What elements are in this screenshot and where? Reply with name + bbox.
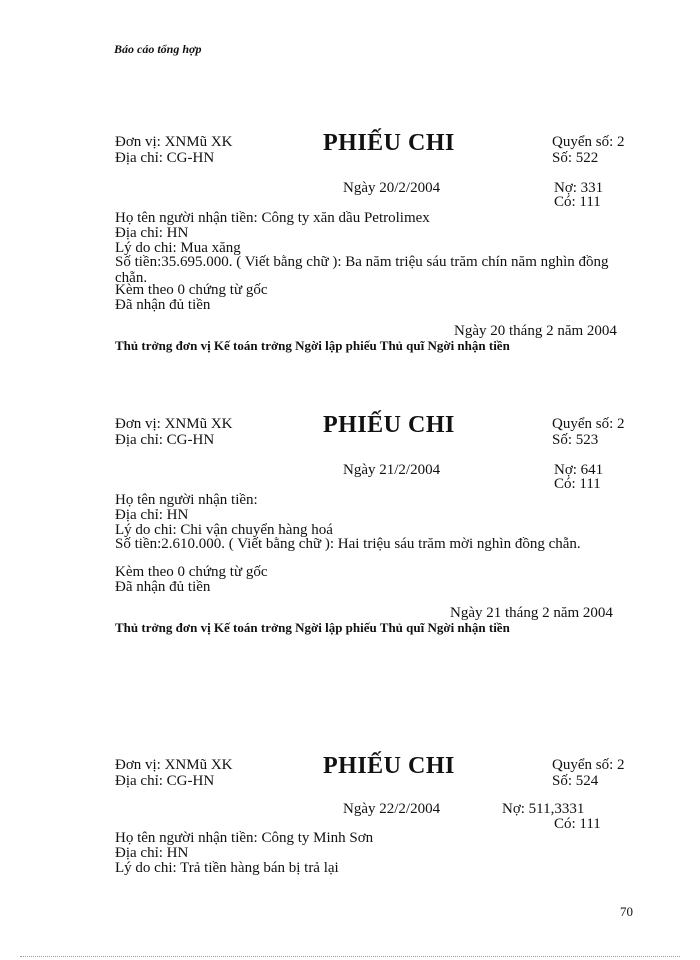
book-number: Quyển số: 2 [552, 757, 625, 773]
unit-label: Đơn vị: XNMũ XK [115, 757, 233, 773]
signature-roles: Thủ trởng đơn vị Kế toán trởng Ngời lập phiếu Thủ quĩ Ngời nhận tiền [115, 338, 510, 353]
address-label: Địa chỉ: CG-HN [115, 432, 215, 448]
voucher-524 [0, 753, 700, 883]
signature-date: Ngày 20 tháng 2 năm 2004 [454, 323, 617, 339]
voucher-date: Ngày 20/2/2004 [343, 180, 441, 196]
voucher-number: Số: 523 [552, 432, 599, 448]
voucher-title: PHIẾU CHI [323, 753, 455, 779]
address-label: Địa chỉ: CG-HN [115, 150, 215, 166]
report-header-title: Báo cáo tổng hợp [114, 42, 202, 56]
book-number: Quyển số: 2 [552, 134, 625, 150]
payment-reason: Lý do chi: Mua xăng [115, 240, 241, 256]
voucher-date: Ngày 21/2/2004 [343, 462, 441, 478]
credit-account: Có: 111 [554, 194, 601, 210]
book-number: Quyển số: 2 [552, 416, 625, 432]
voucher-number: Số: 524 [552, 773, 599, 789]
debit-account: Nợ: 641 [554, 462, 604, 478]
payment-amount: Số tiền:35.695.000. ( Viết bằng chữ ): Ba năm triệu sáu trăm chín năm nghìn đồng chẵn. [115, 254, 609, 286]
page-bottom-rule [20, 956, 680, 957]
debit-account: Nợ: 511,3331 [502, 801, 585, 817]
recipient-address: Địa chỉ: HN [115, 225, 189, 241]
credit-account: Có: 111 [554, 476, 601, 492]
page-number: 70 [620, 904, 633, 919]
recipient-address: Địa chỉ: HN [115, 507, 189, 523]
voucher-523 [0, 412, 700, 642]
attachments-note: Kèm theo 0 chứng từ gốc [115, 564, 268, 580]
signature-roles: Thủ trởng đơn vị Kế toán trởng Ngời lập phiếu Thủ quĩ Ngời nhận tiền [115, 620, 510, 635]
signature-date: Ngày 21 tháng 2 năm 2004 [450, 605, 613, 621]
recipient-name: Họ tên người nhận tiền: Công ty Minh Sơn [115, 830, 374, 846]
received-note: Đã nhận đủ tiền [115, 297, 211, 313]
payment-reason: Lý do chi: Chi vận chuyển hàng hoá [115, 522, 333, 538]
recipient-address: Địa chỉ: HN [115, 845, 189, 861]
credit-account: Có: 111 [554, 816, 601, 832]
address-label: Địa chỉ: CG-HN [115, 773, 215, 789]
voucher-number: Số: 522 [552, 150, 599, 166]
voucher-522 [0, 130, 700, 360]
payment-amount: Số tiền:2.610.000. ( Viết bằng chữ ): Hai triệu sáu trăm mời nghìn đồng chẵn. [115, 536, 581, 552]
voucher-title: PHIẾU CHI [323, 130, 455, 156]
debit-account: Nợ: 331 [554, 180, 604, 196]
recipient-name: Họ tên người nhận tiền: Công ty xăn dầu Petrolimex [115, 210, 430, 226]
recipient-name: Họ tên người nhận tiền: [115, 492, 258, 508]
voucher-title: PHIẾU CHI [323, 412, 455, 438]
attachments-note: Kèm theo 0 chứng từ gốc [115, 282, 268, 298]
voucher-date: Ngày 22/2/2004 [343, 801, 441, 817]
unit-label: Đơn vị: XNMũ XK [115, 134, 233, 150]
received-note: Đã nhận đủ tiền [115, 579, 211, 595]
payment-reason: Lý do chi: Trả tiền hàng bán bị trả lại [115, 860, 339, 876]
unit-label: Đơn vị: XNMũ XK [115, 416, 233, 432]
